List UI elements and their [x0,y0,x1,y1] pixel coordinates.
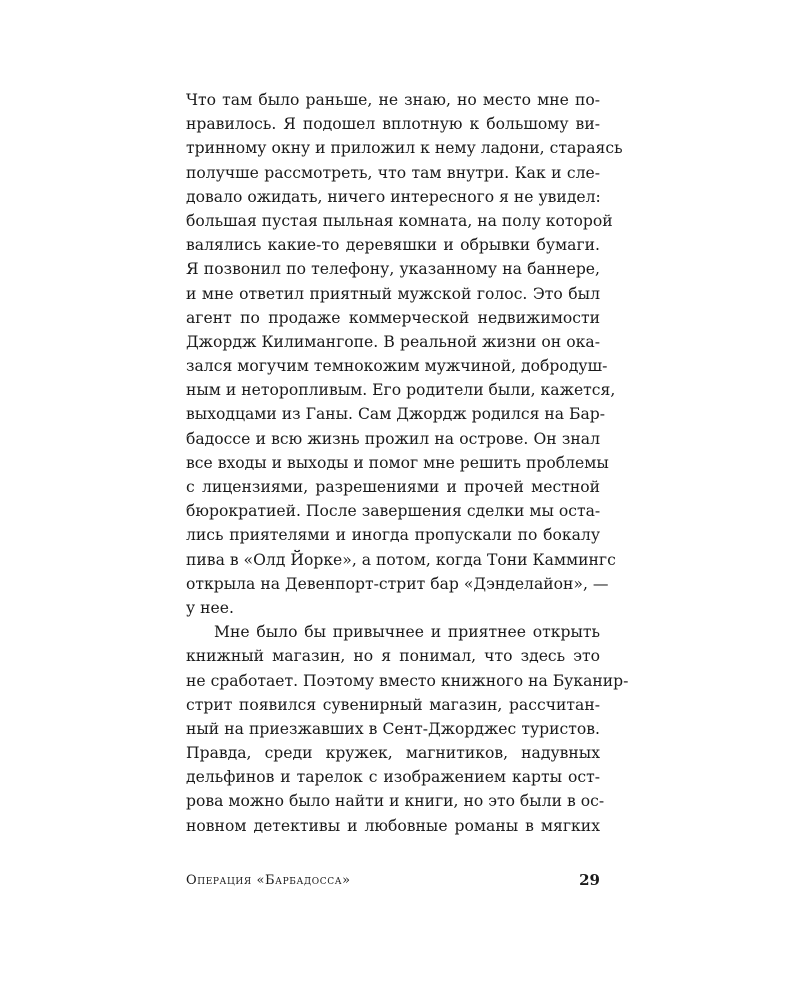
text-line: и мне ответил приятный мужской голос. Это был [186,284,600,303]
text-line: зался могучим темнокожим мужчиной, добродуш- [186,357,608,376]
running-footer-title: Операция «Барбадосса» [186,873,351,888]
text-line: валялись какие-то деревяшки и обрывки бумаги. [186,236,600,255]
text-line: новном детективы и любовные романы в мягких [186,816,600,835]
text-line: все входы и выходы и помог мне решить проблемы [186,453,609,472]
text-line: получше рассмотреть, что там внутри. Как и сле- [186,163,600,182]
text-line: рова можно было найти и книги, но это были в ос- [186,792,605,811]
text-line: лись приятелями и иногда пропускали по бокалу [186,526,600,545]
text-line: выходцами из Ганы. Сам Джордж родился на Бар- [186,405,606,424]
text-line: Правда, среди кружек, магнитиков, надувных [186,744,600,763]
text-line: ным и неторопливым. Его родители были, кажется, [186,381,616,400]
text-line: с лицензиями, разрешениями и прочей местной [186,478,600,496]
text-line: большая пустая пыльная комната, на полу которой [186,211,613,230]
text-line: не сработает. Поэтому вместо книжного на Буканир- [186,671,629,690]
text-line-paragraph-end: у нее. [186,598,234,617]
text-line: Джордж Килимангопе. В реальной жизни он ока- [186,332,600,351]
text-line: бюрократией. После завершения сделки мы оста- [186,502,601,521]
text-line: нравилось. Я подошел вплотную к большому ви- [186,115,600,134]
text-line: Что там было раньше, не знаю, но место мне по- [186,91,600,109]
text-line: книжный магазин, но я понимал, что здесь это [186,647,600,666]
page-number: 29 [579,871,600,889]
text-line: агент по продаже коммерческой недвижимости [186,308,600,327]
text-line: тринному окну и приложил к нему ладони, стараясь [186,139,623,158]
text-line: дельфинов и тарелок с изображением карты ост- [186,768,600,787]
text-line: стрит появился сувенирный магазин, рассчитан- [186,695,600,714]
body-text [186,88,629,838]
text-line: бадоссе и всю жизнь прожил на острове. Он знал [186,429,600,448]
text-line-paragraph-start: Мне было бы привычнее и приятнее открыть [214,623,600,642]
text-line: ный на приезжавших в Сент-Джорджес туристов. [186,719,600,738]
text-line: Я позвонил по телефону, указанному на баннере, [186,260,600,279]
text-line: довало ожидать, ничего интересного я не увидел: [186,187,601,206]
text-line: пива в «Олд Йорке», а потом, когда Тони Каммингс [186,550,616,569]
text-line: открыла на Девенпорт-стрит бар «Дэнделайон», — [186,574,609,593]
